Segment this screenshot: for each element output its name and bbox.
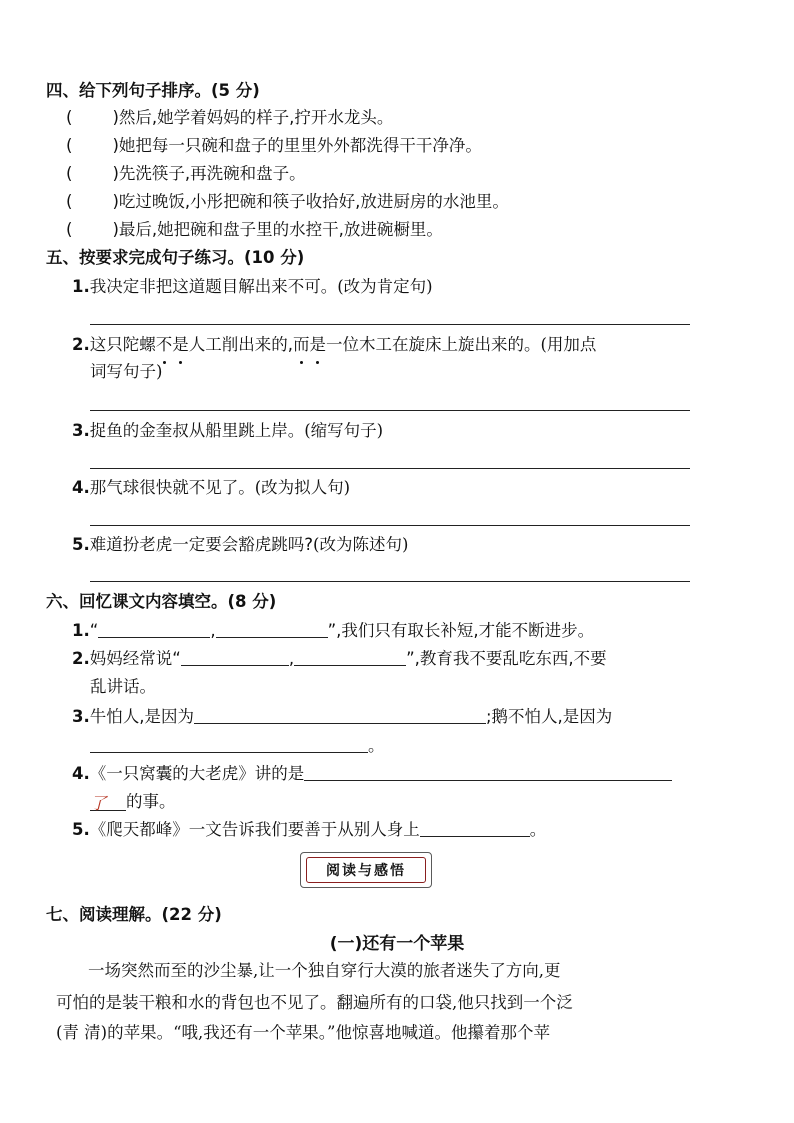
reading-section-banner	[300, 852, 432, 888]
section-4-heading: 四、给下列句子排序。(5 分)	[46, 81, 260, 100]
ordering-item-5: ( )最后,她把碗和盘子里的水控干,放进碗橱里。	[66, 220, 443, 239]
ordering-item-2: ( )她把每一只碗和盘子的里里外外都洗得干干净净。	[66, 136, 482, 155]
fill-question-1: 1.“ , ”,我们只有取长补短,才能不断进步。	[72, 621, 595, 640]
fill-blank[interactable]	[181, 647, 289, 666]
passage-line-1: 一场突然而至的沙尘暴,让一个独自穿行大漠的旅者迷失了方向,更	[88, 961, 561, 980]
fill-question-5: 5.《爬天都峰》一文告诉我们要善于从别人身上 。	[72, 820, 547, 839]
sentence-question-2: 2.这只陀螺不是人工削出来的,而是一位木工在旋床上旋出来的。(用加点	[72, 333, 596, 357]
answer-line-5[interactable]	[90, 581, 690, 582]
emphasis-dot-char: 不	[156, 333, 173, 357]
section-6-heading: 六、回忆课文内容填空。(8 分)	[46, 592, 277, 611]
fill-blank[interactable]	[304, 762, 672, 781]
fill-question-2: 2.妈妈经常说“ , ”,教育我不要乱吃东西,不要	[72, 649, 607, 668]
fill-blank[interactable]	[90, 734, 368, 753]
fill-question-3-cont: 。	[90, 734, 385, 758]
fill-question-2-cont: 乱讲话。	[90, 677, 156, 696]
answer-line-3[interactable]	[90, 468, 690, 469]
handwritten-answer: 了	[90, 794, 107, 813]
passage-line-2: 可怕的是装干粮和水的背包也不见了。翻遍所有的口袋,他只找到一个泛	[56, 993, 573, 1012]
fill-blank[interactable]	[90, 792, 126, 811]
section-5-heading: 五、按要求完成句子练习。(10 分)	[46, 248, 305, 267]
ordering-item-1: ( )然后,她学着妈妈的样子,拧开水龙头。	[66, 108, 394, 127]
answer-line-2[interactable]	[90, 410, 690, 411]
sentence-question-3: 3.捉鱼的金奎叔从船里跳上岸。(缩写句子)	[72, 421, 384, 440]
fill-blank[interactable]	[216, 619, 328, 638]
fill-question-3: 3.牛怕人,是因为 ;鹅不怕人,是因为	[72, 707, 613, 726]
emphasis-dot-char: 是	[310, 333, 327, 357]
fill-blank[interactable]	[420, 818, 530, 837]
banner-label: 阅读与感悟	[306, 857, 426, 883]
fill-blank[interactable]	[194, 705, 486, 724]
fill-blank[interactable]	[294, 647, 406, 666]
emphasis-dot-char: 而	[293, 333, 310, 357]
sentence-question-1: 1.我决定非把这道题目解出来不可。(改为肯定句)	[72, 277, 433, 296]
sentence-question-2-hint: 词写句子)	[90, 362, 163, 381]
sentence-question-5: 5.难道扮老虎一定要会豁虎跳吗?(改为陈述句)	[72, 535, 409, 554]
ordering-item-3: ( )先洗筷子,再洗碗和盘子。	[66, 164, 306, 183]
passage-title: (一)还有一个苹果	[329, 934, 465, 954]
answer-line-1[interactable]	[90, 324, 690, 325]
answer-line-4[interactable]	[90, 525, 690, 526]
passage-line-3: (青 清)的苹果。“哦,我还有一个苹果。”他惊喜地喊道。他攥着那个苹	[56, 1023, 550, 1042]
ordering-item-4: ( )吃过晚饭,小彤把碗和筷子收拾好,放进厨房的水池里。	[66, 192, 509, 211]
section-7-heading: 七、阅读理解。(22 分)	[46, 905, 222, 924]
fill-question-4-cont: 了 的事。	[90, 792, 176, 813]
fill-blank[interactable]	[98, 619, 210, 638]
fill-question-4: 4.《一只窝囊的大老虎》讲的是	[72, 762, 672, 786]
sentence-question-4: 4.那气球很快就不见了。(改为拟人句)	[72, 478, 351, 497]
emphasis-dot-char: 是	[172, 333, 189, 357]
